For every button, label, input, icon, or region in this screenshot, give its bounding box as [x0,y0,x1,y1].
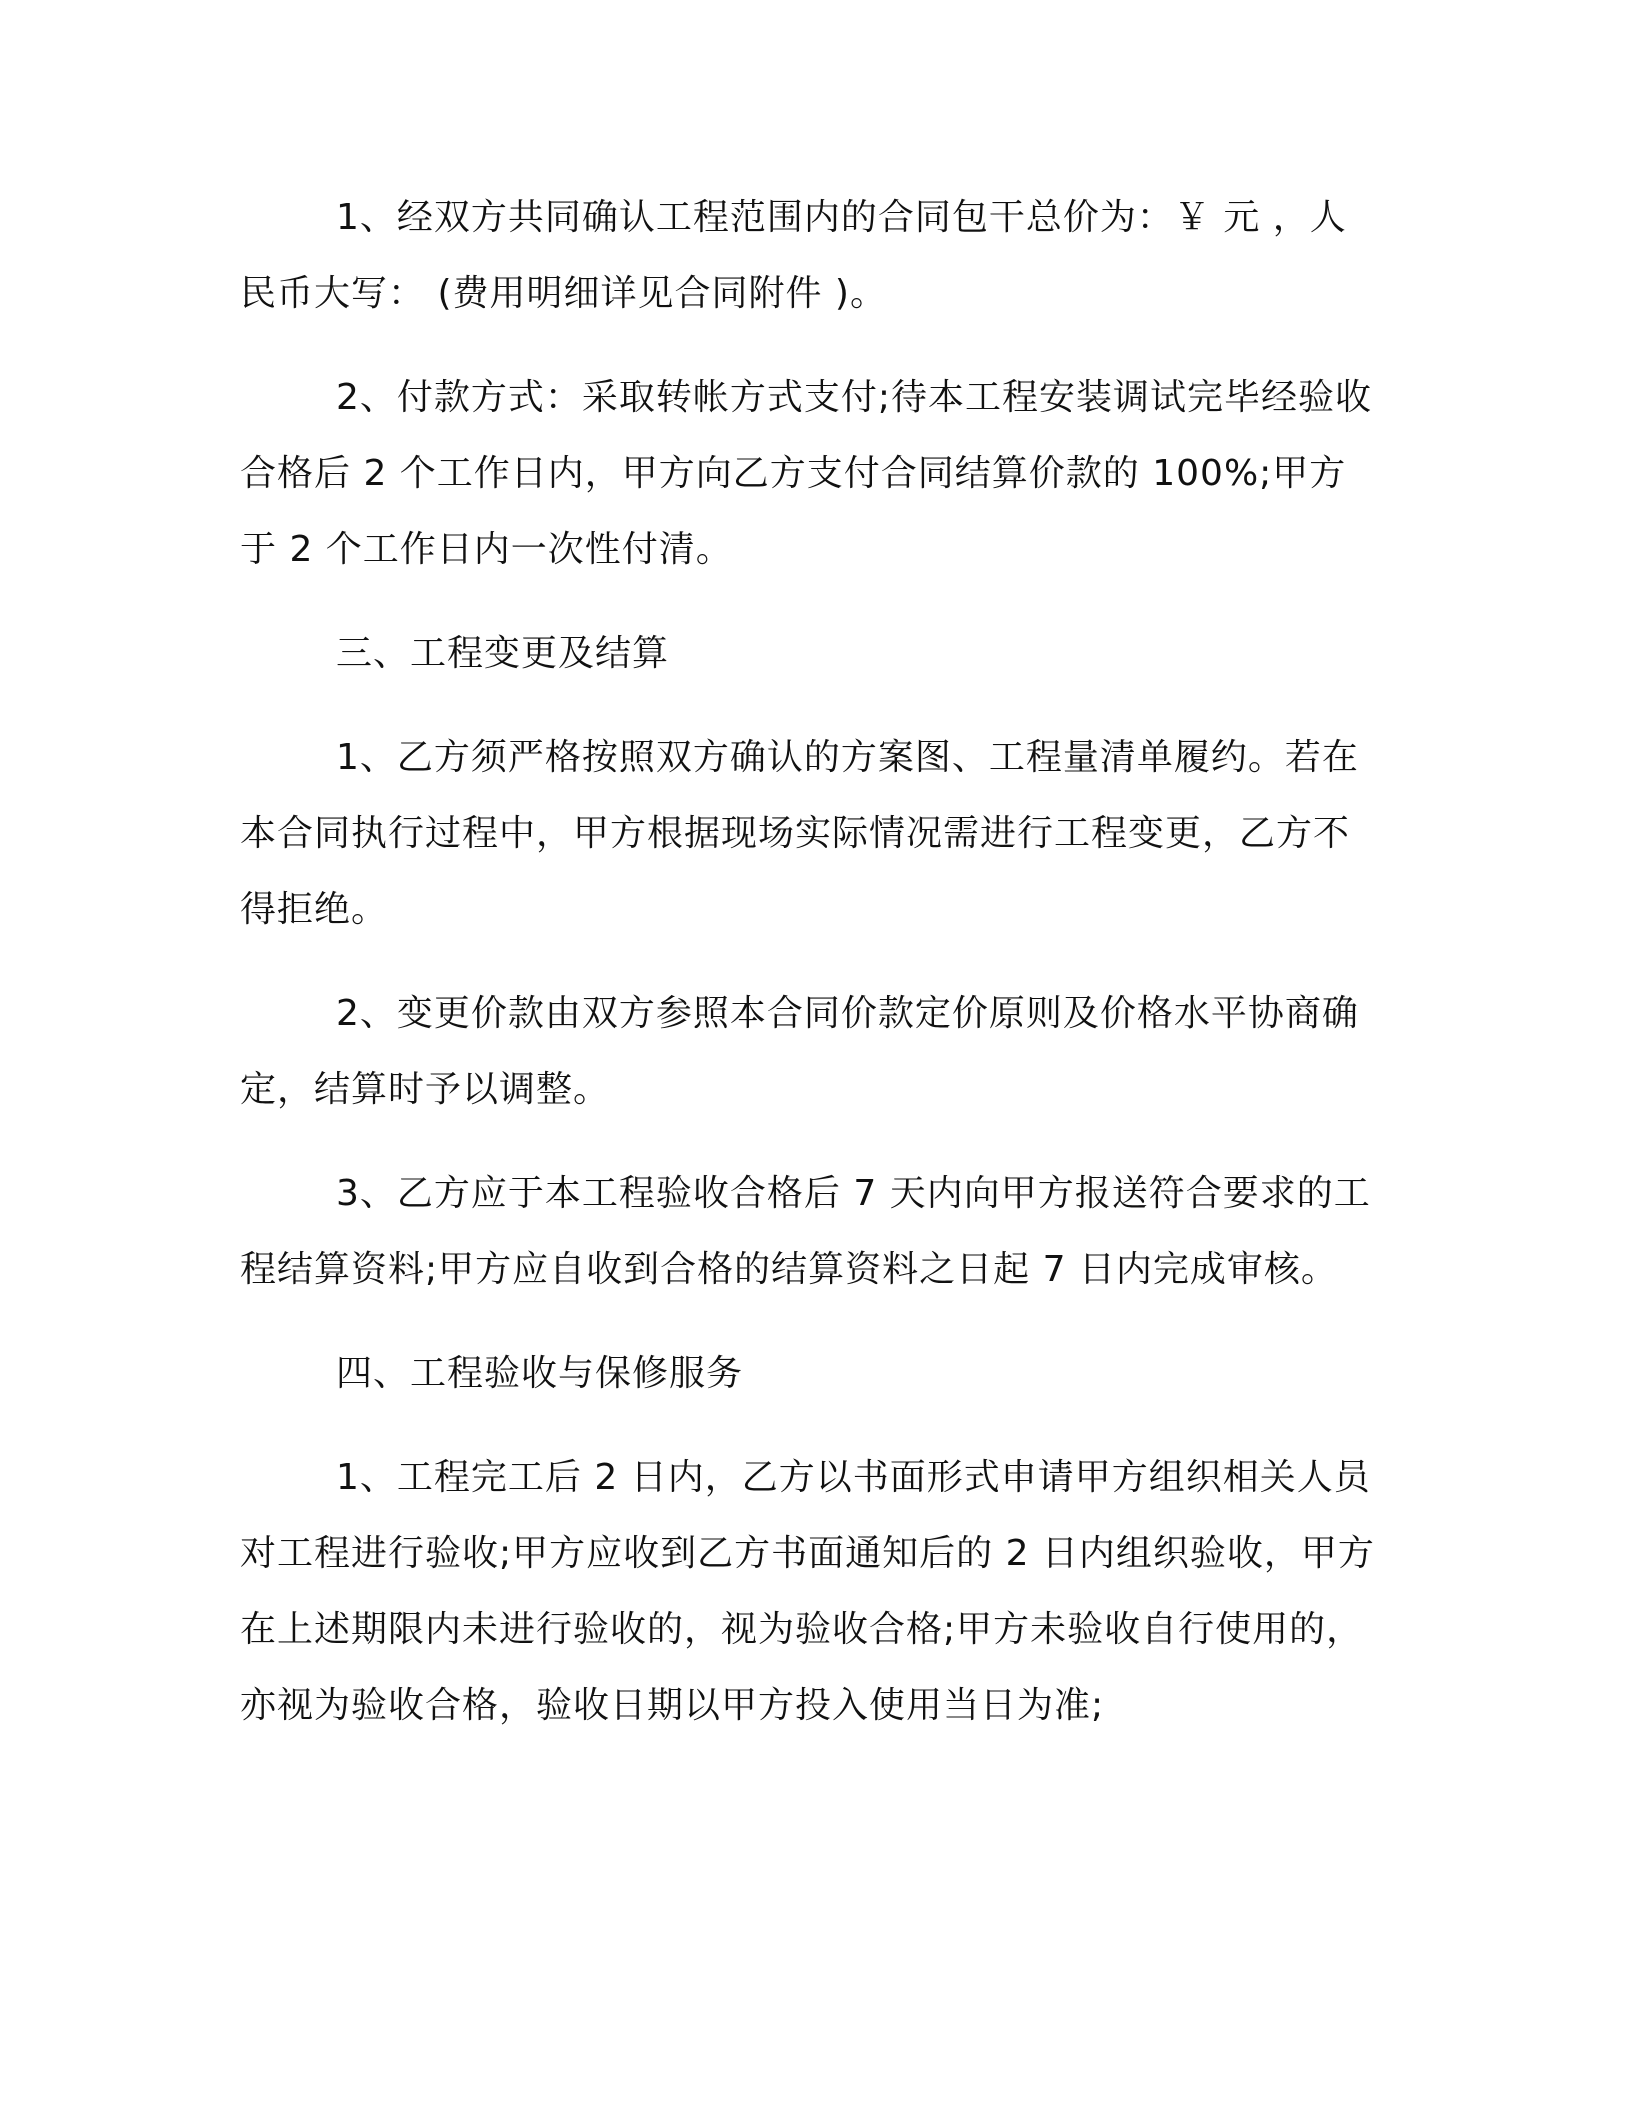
paragraph-settlement-docs: 3、乙方应于本工程验收合格后 7 天内向甲方报送符合要求的工程结算资料;甲方应自收到合格的结算资料之日起 7 日内完成审核。 [240,1173,1371,1290]
paragraph-payment-method: 2、付款方式：采取转帐方式支付;待本工程安装调试完毕经验收合格后 2 个工作日内，甲方向乙方支付合同结算价款的 100%;甲方于 2 个工作日内一次性付清。 [240,377,1373,570]
paragraph-change-price: 2、变更价款由双方参照本合同价款定价原则及价格水平协商确定，结算时予以调整。 [240,993,1359,1110]
paragraph-acceptance: 1、工程完工后 2 日内，乙方以书面形式申请甲方组织相关人员对工程进行验收;甲方应收到乙方书面通知后的 2 日内组织验收，甲方在上述期限内未进行验收的，视为验收合格;甲方未验收自行使用的，亦视为验收合格，验收日期以甲方投入使用当日为准; [240,1457,1375,1726]
document-page [240,180,1380,1772]
paragraph-contract-price: 1、经双方共同确认工程范围内的合同包干总价为：￥ 元 ，人民币大写： (费用明细详见合同附件 )。 [240,197,1347,314]
section-heading-acceptance-warranty: 四、工程验收与保修服务 [336,1353,744,1394]
section-heading-change-settlement: 三、工程变更及结算 [336,633,670,674]
paragraph-change-obligation: 1、乙方须严格按照双方确认的方案图、工程量清单履约。若在本合同执行过程中，甲方根据现场实际情况需进行工程变更，乙方不得拒绝。 [240,737,1359,930]
